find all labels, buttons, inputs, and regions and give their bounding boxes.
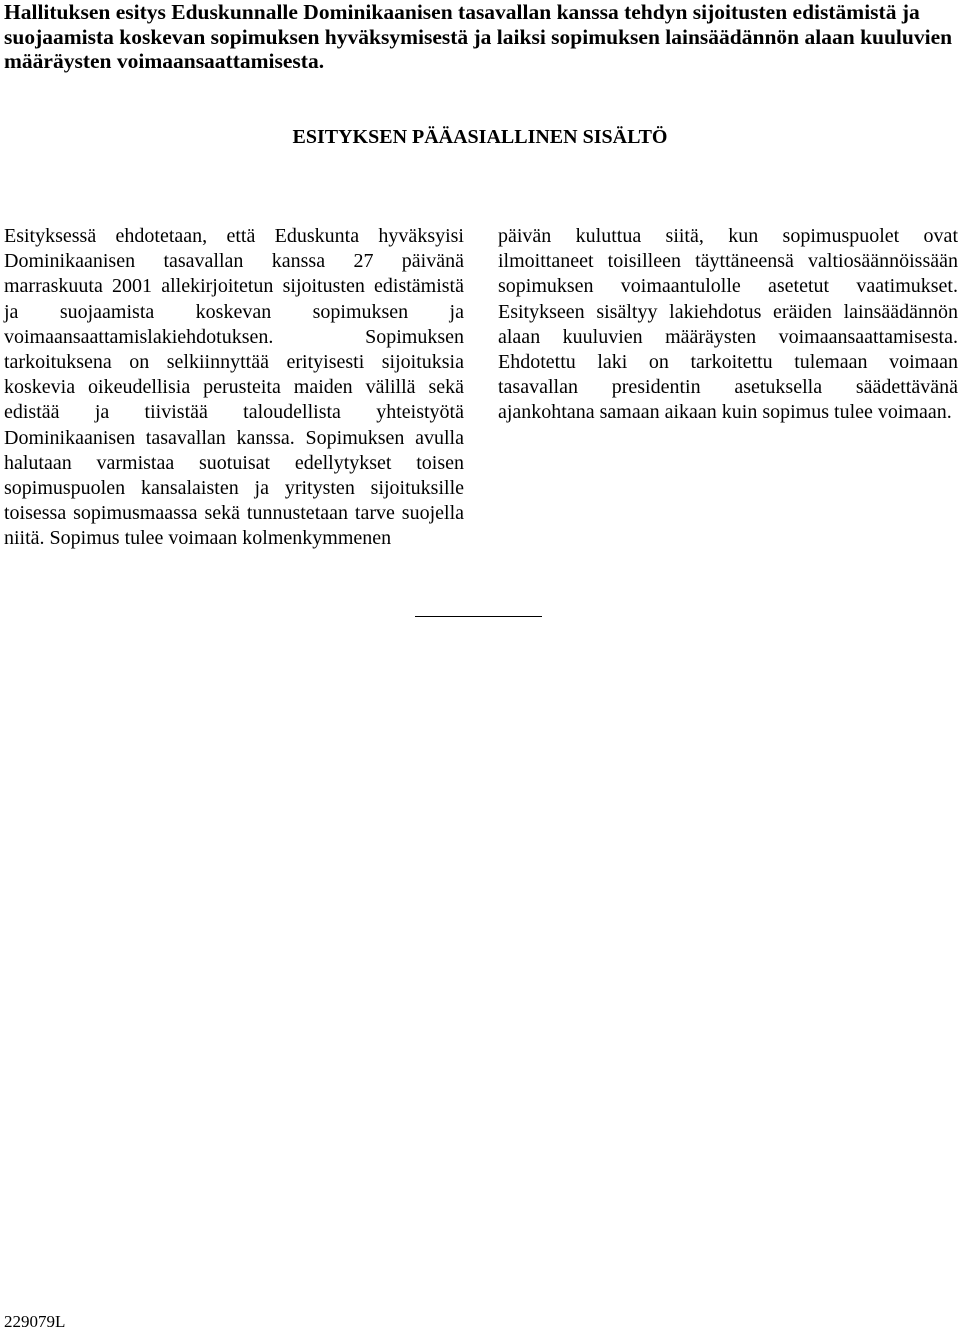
section-heading: ESITYKSEN PÄÄASIALLINEN SISÄLTÖ [292,126,668,148]
document-title: Hallituksen esitys Eduskunnalle Dominikaanisen tasavallan kanssa tehdyn sijoitusten edistämistä ja suojaamista koskevan sopimuksen hyväksymisestä ja laiksi sopimuksen lainsäädännön alaan kuuluvien määräysten voimaansaattamisesta. [4,0,953,73]
right-column-text: päivän kuluttua siitä, kun sopimuspuolet ovat ilmoittaneet toisilleen täyttäneensä valtiosäännöissään sopimuksen voimaantulolle asetetut vaatimukset. Esitykseen sisältyy lakiehdotus eräiden lainsäädännön alaan kuuluvien määräysten voimaansaattamisesta. Ehdotettu laki on tarkoitettu tulemaan voimaan tasavallan presidentin asetuksella säädettävänä ajankohtana samaan aikaan kuin sopimus tulee voimaan. [498,225,958,424]
end-divider [415,616,542,617]
left-column [4,224,464,552]
left-column-text: Esityksessä ehdotetaan, että Eduskunta hyväksyisi Dominikaanisen tasavallan kanssa 27 päivänä marraskuuta 2001 allekirjoitetun sijoitusten edistämistä ja suojaamista koskevan sopimuksen ja voimaansaattamislakiehdotuksen. Sopimuksen tarkoituksena on selkiinnyttää erityisesti sijoituksia koskevia oikeudellisia perusteita maiden välillä sekä edistää ja tiivistää taloudellista yhteistyötä Dominikaanisen tasavallan kanssa. Sopimuksen avulla halutaan varmistaa suotuisat edellytykset toisen sopimuspuolen kansalaisten ja yritysten sijoituksille toisessa sopimusmaassa sekä tunnustetaan tarve suojella niitä. Sopimus tulee voimaan kolmenkymmenen [4,225,464,550]
document-id: 229079L [4,1312,66,1331]
right-column [498,224,958,426]
